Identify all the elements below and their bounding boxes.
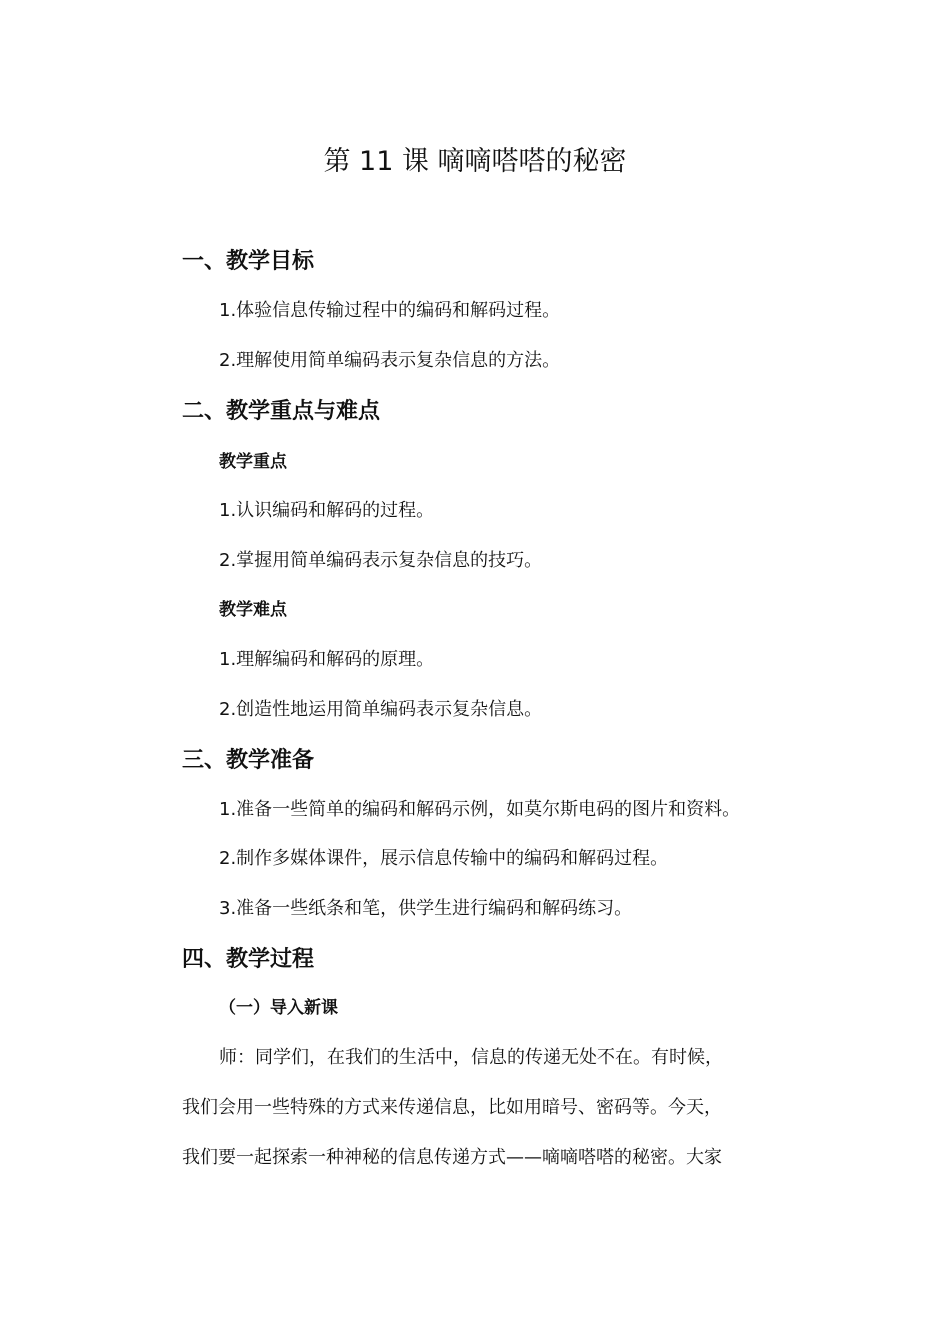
preparation-item-1: 1.准备一些简单的编码和解码示例，如莫尔斯电码的图片和资料。 [219, 799, 741, 820]
preparation-item-3: 3.准备一些纸条和笔，供学生进行编码和解码练习。 [219, 898, 633, 919]
section-heading-key-points: 二、教学重点与难点 [182, 399, 381, 424]
objective-item-2: 2.理解使用简单编码表示复杂信息的方法。 [219, 350, 561, 371]
key-point-item-2: 2.掌握用简单编码表示复杂信息的技巧。 [219, 550, 543, 571]
difficulty-item-1: 1.理解编码和解码的原理。 [219, 649, 435, 670]
objective-item-1: 1.体验信息传输过程中的编码和解码过程。 [219, 300, 561, 321]
paragraph-line-2: 我们会用一些特殊的方式来传递信息，比如用暗号、密码等。今天， [182, 1097, 722, 1118]
paragraph-line-3: 我们要一起探索一种神秘的信息传递方式——嘀嘀嗒嗒的秘密。大家 [182, 1147, 722, 1168]
paragraph-line-1: 师：同学们，在我们的生活中，信息的传递无处不在。有时候， [219, 1047, 723, 1068]
key-point-item-1: 1.认识编码和解码的过程。 [219, 500, 435, 521]
subheading-difficulties: 教学难点 [219, 600, 287, 620]
subheading-key-points: 教学重点 [219, 452, 287, 472]
section-heading-process: 四、教学过程 [182, 947, 315, 972]
difficulty-item-2: 2.创造性地运用简单编码表示复杂信息。 [219, 699, 543, 720]
section-heading-preparation: 三、教学准备 [182, 748, 315, 773]
preparation-item-2: 2.制作多媒体课件，展示信息传输中的编码和解码过程。 [219, 848, 669, 869]
subheading-introduction: （一）导入新课 [219, 998, 338, 1018]
section-heading-objectives: 一、教学目标 [182, 249, 315, 274]
page-title: 第 11 课 嘀嘀嗒嗒的秘密 [323, 146, 627, 177]
